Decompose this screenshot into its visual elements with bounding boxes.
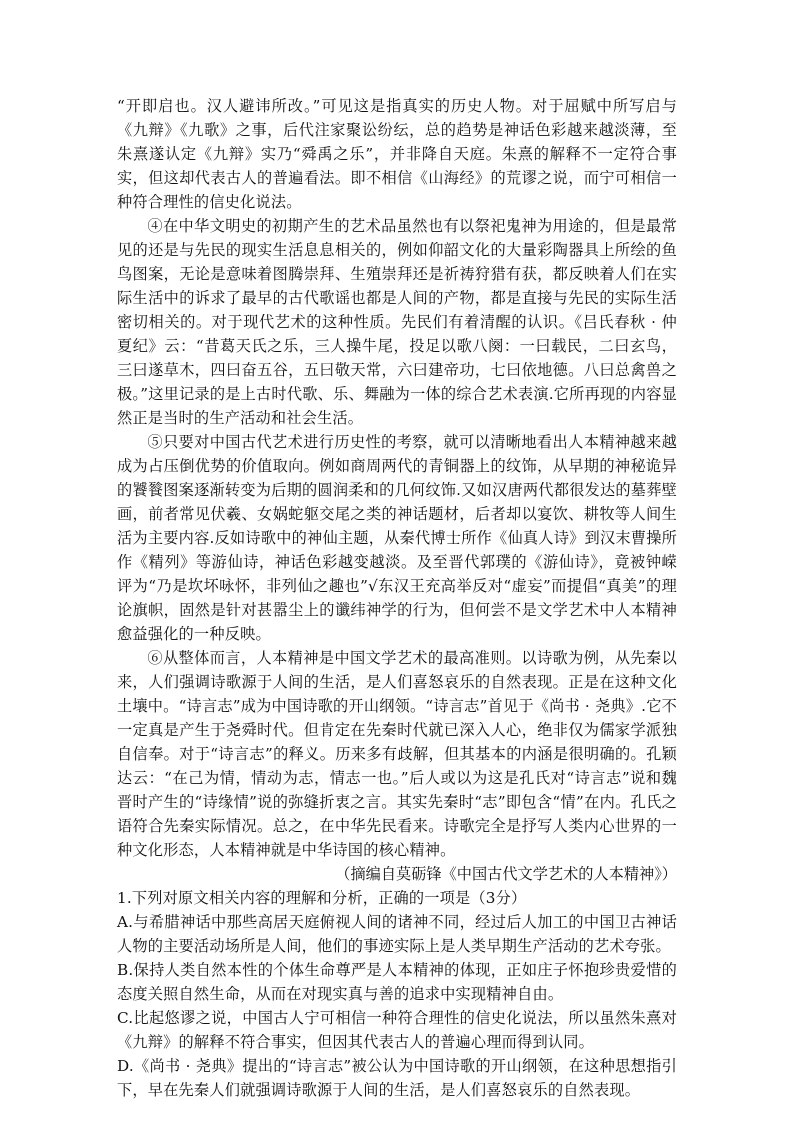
question-block bbox=[117, 886, 677, 1102]
option-c: C.比起悠谬之说，中国古人宁可相信一种符合理性的信史化说法，所以虽然朱熹对《九辩》的解释不符合事实，但因其代表古人的普遍心理而得到认同。 bbox=[117, 1009, 677, 1051]
option-a: A.与希腊神话中那些高居天庭俯视人间的诸神不同，经过后人加工的中国卫古神话人物的主要活动场所是人间，他们的事迹实际上是人类早期生产活动的艺术夸张。 bbox=[117, 913, 677, 955]
document-page bbox=[117, 94, 677, 1102]
passage bbox=[117, 94, 677, 862]
option-d: D.《尚书 · 尧典》提出的“诗言志”被公认为中国诗歌的开山纲领，在这种思想指引下，早在先秦人们就强调诗歌源于人间的生活，是人们喜怒哀乐的自然表现。 bbox=[117, 1057, 677, 1099]
option-b: B.保持人类自然本性的个体生命尊严是人本精神的体现，正如庄子怀抱珍贵爱惜的态度关照自然生命，从而在对现实真与善的追求中实现精神自由。 bbox=[117, 961, 677, 1003]
paragraph-5: ⑤只要对中国古代艺术进行历史性的考察，就可以清晰地看出人本精神越来越成为占压倒优势的价值取向。例如商周两代的青铜器上的纹饰，从早期的神秘诡异的饕餮图案逐渐转变为后期的圆润柔和的几何纹饰.又如汉唐两代都很发达的墓葬壁画，前者常见伏羲、女娲蛇躯交尾之类的神话题材，后者却以宴饮、耕牧等人间生活为主要内容.反如诗歌中的神仙主题，从秦代博士所作《仙真人诗》到汉末曹操所作《精列》等游仙诗，神话色彩越变越淡。及至晋代郭璞的《游仙诗》，竟被钟嵘评为“乃是坎坏咏怀，非列仙之趣也”√东汉王充高举反对“虚妄”而提倡“真美”的理论旗帜，固然是针对甚嚣尘上的谶纬神学的行为，但何尝不是文学艺术中人本精神愈益强化的一种反映。 bbox=[117, 433, 677, 643]
paragraph-6: ⑥从整体而言，人本精神是中国文学艺术的最高准则。以诗歌为例，从先秦以来，人们强调诗歌源于人间的生活，是人们喜怒哀乐的自然表现。正是在这种文化土壤中。“诗言志”成为中国诗歌的开山纲领。“诗言志”首见于《尚书 · 尧典》.它不一定真是产生于尧舜时代。但肯定在先秦时代就已深入人心，绝非仅为儒家学派独自信奉。对于“诗言志”的释义。历来多有歧解，但其基本的内涵是很明确的。孔颖达云：“在己为情，情动为志，情志一也。”后人或以为这是孔氏对“诗言志”说和魏晋时产生的“诗缘情”说的弥缝折衷之言。其实先秦时“志”即包含“情”在内。孔氏之语符合先秦实际情况。总之，在中华先民看来。诗歌完全是抒写人类内心世界的一种文化形态，人本精神就是中华诗国的核心精神。 bbox=[117, 649, 677, 859]
source-citation: （摘编自莫砺锋《中国古代文学艺术的人本精神》） bbox=[335, 865, 677, 883]
paragraph-continued: “开即启也。汉人避讳所改。”可见这是指真实的历史人物。对于屈赋中所写启与《九辩》《九歌》之事，后代注家聚讼纷纭，总的趋势是神话色彩越来越淡薄，至朱熹遂认定《九辩》实乃“舜禹之乐”，并非降自天庭。朱熹的解释不一定符合事实，但这却代表古人的普遍看法。即不相信《山海经》的荒谬之说，而宁可相信一种符合理性的信史化说法。 bbox=[117, 97, 677, 211]
paragraph-4: ④在中华文明史的初期产生的艺术品虽然也有以祭祀鬼神为用途的，但是最常见的还是与先民的现实生活息息相关的，例如仰韶文化的大量彩陶器具上所绘的鱼鸟图案，无论是意味着图腾崇拜、生殖崇拜还是祈祷狩猎有获，都反映着人们在实际生活中的诉求了最早的古代歌谣也都是人间的产物，都是直接与先民的实际生活密切相关的。对于现代艺术的这种性质。先民们有着清醒的认识。《吕氏春秋 · 仲夏纪》云：“昔葛天氏之乐，三人操牛尾，投足以歌八阕：一曰载民，二曰玄鸟，三曰遂草木，四曰奋五谷，五曰敬天常，六曰建帝功，七曰依地德。八曰总禽兽之极。”这里记录的是上古时代歌、乐、舞融为一体的综合艺术表演.它所再现的内容显然正是当时的生产活动和社会生活。 bbox=[117, 217, 677, 427]
question-stem: 1.下列对原文相关内容的理解和分析，正确的一项是（3分） bbox=[117, 889, 527, 907]
